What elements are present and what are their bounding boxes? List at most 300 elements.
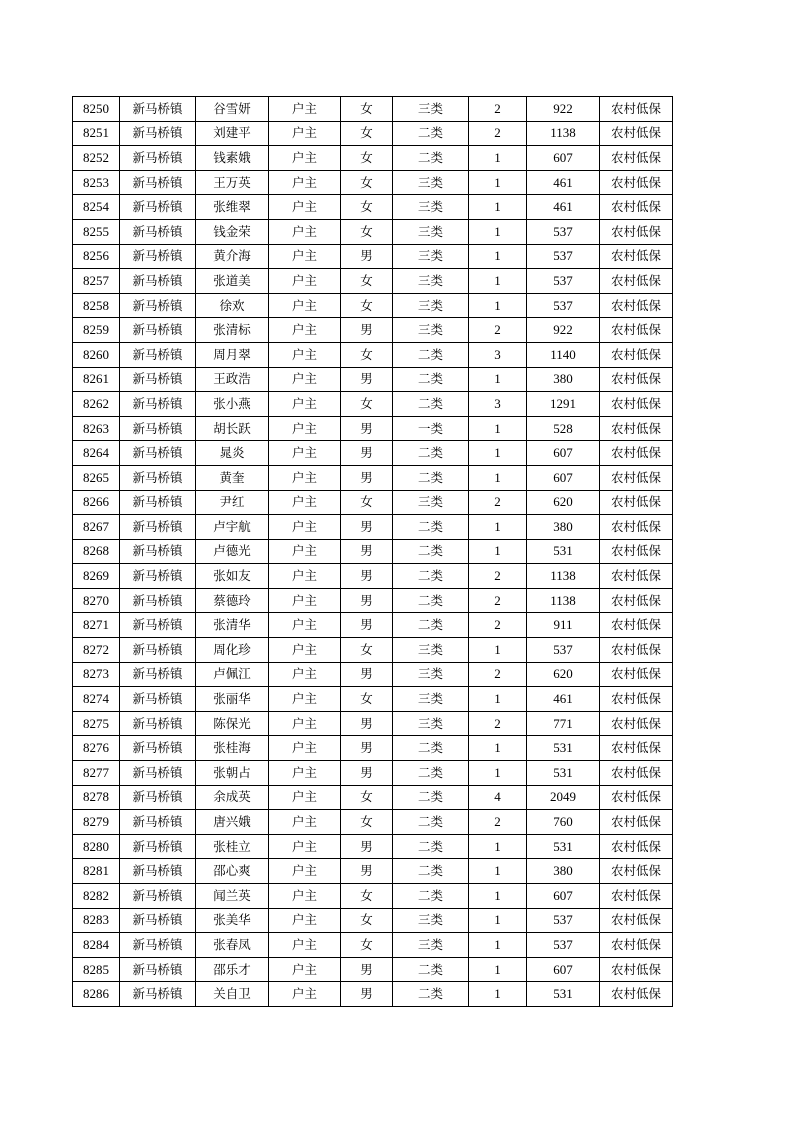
name-cell: 黄介海: [196, 244, 269, 269]
table-row: [73, 711, 673, 736]
amount-cell: 461: [527, 170, 600, 195]
amount-cell: 922: [527, 97, 600, 122]
relation-cell: 户主: [269, 269, 341, 294]
household-size-cell: 2: [469, 613, 527, 638]
amount-cell: 2049: [527, 785, 600, 810]
assistance-type-cell: 农村低保: [600, 810, 673, 835]
name-cell: 卢佩江: [196, 662, 269, 687]
town-cell: 新马桥镇: [120, 638, 196, 663]
household-size-cell: 1: [469, 834, 527, 859]
category-cell: 三类: [393, 687, 469, 712]
household-size-cell: 1: [469, 146, 527, 171]
table-row: [73, 933, 673, 958]
town-cell: 新马桥镇: [120, 761, 196, 786]
amount-cell: 607: [527, 884, 600, 909]
relation-cell: 户主: [269, 982, 341, 1007]
category-cell: 三类: [393, 638, 469, 663]
name-cell: 卢德光: [196, 539, 269, 564]
household-size-cell: 2: [469, 97, 527, 122]
gender-cell: 女: [341, 342, 393, 367]
relation-cell: 户主: [269, 392, 341, 417]
assistance-type-cell: 农村低保: [600, 269, 673, 294]
table-row: [73, 761, 673, 786]
assistance-type-cell: 农村低保: [600, 367, 673, 392]
assistance-type-cell: 农村低保: [600, 933, 673, 958]
assistance-type-cell: 农村低保: [600, 982, 673, 1007]
record-number-cell: 8286: [73, 982, 120, 1007]
town-cell: 新马桥镇: [120, 982, 196, 1007]
assistance-type-cell: 农村低保: [600, 318, 673, 343]
household-size-cell: 2: [469, 810, 527, 835]
record-number-cell: 8258: [73, 293, 120, 318]
relation-cell: 户主: [269, 761, 341, 786]
table-row: [73, 515, 673, 540]
amount-cell: 531: [527, 736, 600, 761]
amount-cell: 620: [527, 490, 600, 515]
relation-cell: 户主: [269, 884, 341, 909]
town-cell: 新马桥镇: [120, 392, 196, 417]
table-row: [73, 810, 673, 835]
name-cell: 陈保光: [196, 711, 269, 736]
household-size-cell: 1: [469, 761, 527, 786]
amount-cell: 531: [527, 539, 600, 564]
record-number-cell: 8260: [73, 342, 120, 367]
table-row: [73, 97, 673, 122]
category-cell: 二类: [393, 859, 469, 884]
name-cell: 钱金荣: [196, 219, 269, 244]
name-cell: 张桂立: [196, 834, 269, 859]
gender-cell: 女: [341, 170, 393, 195]
town-cell: 新马桥镇: [120, 97, 196, 122]
table-row: [73, 392, 673, 417]
household-size-cell: 2: [469, 490, 527, 515]
amount-cell: 1138: [527, 588, 600, 613]
relation-cell: 户主: [269, 957, 341, 982]
town-cell: 新马桥镇: [120, 318, 196, 343]
category-cell: 三类: [393, 490, 469, 515]
household-size-cell: 1: [469, 367, 527, 392]
household-size-cell: 1: [469, 884, 527, 909]
record-number-cell: 8274: [73, 687, 120, 712]
relation-cell: 户主: [269, 342, 341, 367]
assistance-type-cell: 农村低保: [600, 761, 673, 786]
category-cell: 二类: [393, 121, 469, 146]
name-cell: 蔡德玲: [196, 588, 269, 613]
amount-cell: 1138: [527, 564, 600, 589]
table-row: [73, 170, 673, 195]
gender-cell: 男: [341, 441, 393, 466]
name-cell: 余成英: [196, 785, 269, 810]
assistance-type-cell: 农村低保: [600, 170, 673, 195]
table-row: [73, 834, 673, 859]
amount-cell: 537: [527, 293, 600, 318]
amount-cell: 1291: [527, 392, 600, 417]
household-size-cell: 1: [469, 859, 527, 884]
record-number-cell: 8271: [73, 613, 120, 638]
table-row: [73, 982, 673, 1007]
category-cell: 二类: [393, 465, 469, 490]
gender-cell: 男: [341, 588, 393, 613]
assistance-type-cell: 农村低保: [600, 859, 673, 884]
household-size-cell: 1: [469, 219, 527, 244]
relation-cell: 户主: [269, 367, 341, 392]
household-size-cell: 1: [469, 736, 527, 761]
gender-cell: 女: [341, 97, 393, 122]
name-cell: 周月翠: [196, 342, 269, 367]
town-cell: 新马桥镇: [120, 908, 196, 933]
household-size-cell: 2: [469, 662, 527, 687]
record-number-cell: 8262: [73, 392, 120, 417]
category-cell: 三类: [393, 662, 469, 687]
name-cell: 王万英: [196, 170, 269, 195]
table-row: [73, 244, 673, 269]
amount-cell: 911: [527, 613, 600, 638]
relation-cell: 户主: [269, 146, 341, 171]
gender-cell: 男: [341, 982, 393, 1007]
gender-cell: 男: [341, 761, 393, 786]
assistance-type-cell: 农村低保: [600, 121, 673, 146]
name-cell: 张清标: [196, 318, 269, 343]
category-cell: 二类: [393, 982, 469, 1007]
category-cell: 一类: [393, 416, 469, 441]
table-row: [73, 293, 673, 318]
amount-cell: 760: [527, 810, 600, 835]
household-size-cell: 2: [469, 588, 527, 613]
household-size-cell: 2: [469, 711, 527, 736]
name-cell: 张小燕: [196, 392, 269, 417]
gender-cell: 女: [341, 392, 393, 417]
amount-cell: 607: [527, 441, 600, 466]
gender-cell: 女: [341, 785, 393, 810]
table-row: [73, 318, 673, 343]
category-cell: 二类: [393, 884, 469, 909]
table-row: [73, 957, 673, 982]
household-size-cell: 1: [469, 441, 527, 466]
assistance-type-cell: 农村低保: [600, 884, 673, 909]
relation-cell: 户主: [269, 834, 341, 859]
relation-cell: 户主: [269, 219, 341, 244]
town-cell: 新马桥镇: [120, 490, 196, 515]
record-number-cell: 8252: [73, 146, 120, 171]
assistance-type-cell: 农村低保: [600, 662, 673, 687]
record-number-cell: 8256: [73, 244, 120, 269]
amount-cell: 537: [527, 908, 600, 933]
record-number-cell: 8255: [73, 219, 120, 244]
record-number-cell: 8266: [73, 490, 120, 515]
relation-cell: 户主: [269, 564, 341, 589]
name-cell: 邵心爽: [196, 859, 269, 884]
relation-cell: 户主: [269, 515, 341, 540]
amount-cell: 537: [527, 269, 600, 294]
table-row: [73, 613, 673, 638]
table-row: [73, 588, 673, 613]
record-number-cell: 8273: [73, 662, 120, 687]
gender-cell: 男: [341, 318, 393, 343]
table-row: [73, 662, 673, 687]
town-cell: 新马桥镇: [120, 564, 196, 589]
amount-cell: 537: [527, 244, 600, 269]
household-size-cell: 1: [469, 957, 527, 982]
relation-cell: 户主: [269, 908, 341, 933]
assistance-type-cell: 农村低保: [600, 416, 673, 441]
relation-cell: 户主: [269, 318, 341, 343]
amount-cell: 1140: [527, 342, 600, 367]
category-cell: 三类: [393, 97, 469, 122]
relation-cell: 户主: [269, 588, 341, 613]
category-cell: 二类: [393, 613, 469, 638]
relation-cell: 户主: [269, 441, 341, 466]
name-cell: 尹红: [196, 490, 269, 515]
table-row: [73, 219, 673, 244]
name-cell: 张美华: [196, 908, 269, 933]
household-size-cell: 1: [469, 269, 527, 294]
record-number-cell: 8268: [73, 539, 120, 564]
relation-cell: 户主: [269, 711, 341, 736]
amount-cell: 620: [527, 662, 600, 687]
category-cell: 二类: [393, 761, 469, 786]
amount-cell: 531: [527, 834, 600, 859]
gender-cell: 男: [341, 416, 393, 441]
assistance-type-cell: 农村低保: [600, 834, 673, 859]
town-cell: 新马桥镇: [120, 662, 196, 687]
category-cell: 三类: [393, 293, 469, 318]
town-cell: 新马桥镇: [120, 465, 196, 490]
amount-cell: 531: [527, 982, 600, 1007]
relation-cell: 户主: [269, 785, 341, 810]
gender-cell: 女: [341, 269, 393, 294]
town-cell: 新马桥镇: [120, 736, 196, 761]
relation-cell: 户主: [269, 97, 341, 122]
town-cell: 新马桥镇: [120, 884, 196, 909]
table-row: [73, 736, 673, 761]
record-number-cell: 8257: [73, 269, 120, 294]
gender-cell: 男: [341, 834, 393, 859]
name-cell: 胡长跃: [196, 416, 269, 441]
town-cell: 新马桥镇: [120, 219, 196, 244]
name-cell: 张春凤: [196, 933, 269, 958]
category-cell: 二类: [393, 834, 469, 859]
category-cell: 三类: [393, 933, 469, 958]
town-cell: 新马桥镇: [120, 146, 196, 171]
assistance-type-cell: 农村低保: [600, 465, 673, 490]
relation-cell: 户主: [269, 810, 341, 835]
gender-cell: 男: [341, 711, 393, 736]
gender-cell: 男: [341, 736, 393, 761]
town-cell: 新马桥镇: [120, 810, 196, 835]
gender-cell: 女: [341, 933, 393, 958]
category-cell: 二类: [393, 588, 469, 613]
assistance-type-cell: 农村低保: [600, 785, 673, 810]
gender-cell: 男: [341, 244, 393, 269]
relation-cell: 户主: [269, 687, 341, 712]
table-row: [73, 785, 673, 810]
gender-cell: 女: [341, 908, 393, 933]
name-cell: 张丽华: [196, 687, 269, 712]
household-size-cell: 1: [469, 687, 527, 712]
town-cell: 新马桥镇: [120, 244, 196, 269]
record-number-cell: 8284: [73, 933, 120, 958]
category-cell: 三类: [393, 244, 469, 269]
name-cell: 张如友: [196, 564, 269, 589]
record-number-cell: 8267: [73, 515, 120, 540]
town-cell: 新马桥镇: [120, 785, 196, 810]
table-row: [73, 859, 673, 884]
gender-cell: 女: [341, 884, 393, 909]
record-number-cell: 8270: [73, 588, 120, 613]
town-cell: 新马桥镇: [120, 687, 196, 712]
table-body: [73, 97, 673, 1007]
town-cell: 新马桥镇: [120, 121, 196, 146]
town-cell: 新马桥镇: [120, 539, 196, 564]
category-cell: 二类: [393, 810, 469, 835]
gender-cell: 女: [341, 293, 393, 318]
household-size-cell: 2: [469, 564, 527, 589]
record-number-cell: 8279: [73, 810, 120, 835]
category-cell: 二类: [393, 957, 469, 982]
assistance-type-cell: 农村低保: [600, 564, 673, 589]
record-number-cell: 8259: [73, 318, 120, 343]
relation-cell: 户主: [269, 638, 341, 663]
category-cell: 三类: [393, 318, 469, 343]
record-number-cell: 8283: [73, 908, 120, 933]
gender-cell: 男: [341, 539, 393, 564]
amount-cell: 380: [527, 367, 600, 392]
gender-cell: 女: [341, 687, 393, 712]
relation-cell: 户主: [269, 859, 341, 884]
relation-cell: 户主: [269, 195, 341, 220]
town-cell: 新马桥镇: [120, 515, 196, 540]
amount-cell: 607: [527, 146, 600, 171]
relation-cell: 户主: [269, 613, 341, 638]
category-cell: 二类: [393, 392, 469, 417]
town-cell: 新马桥镇: [120, 933, 196, 958]
relief-roster-table: [72, 96, 673, 1007]
household-size-cell: 1: [469, 416, 527, 441]
amount-cell: 380: [527, 859, 600, 884]
town-cell: 新马桥镇: [120, 711, 196, 736]
relation-cell: 户主: [269, 539, 341, 564]
record-number-cell: 8263: [73, 416, 120, 441]
relation-cell: 户主: [269, 121, 341, 146]
town-cell: 新马桥镇: [120, 613, 196, 638]
gender-cell: 女: [341, 638, 393, 663]
name-cell: 张道美: [196, 269, 269, 294]
name-cell: 唐兴娥: [196, 810, 269, 835]
town-cell: 新马桥镇: [120, 416, 196, 441]
assistance-type-cell: 农村低保: [600, 146, 673, 171]
name-cell: 张朝占: [196, 761, 269, 786]
name-cell: 黄奎: [196, 465, 269, 490]
table-row: [73, 441, 673, 466]
category-cell: 三类: [393, 170, 469, 195]
assistance-type-cell: 农村低保: [600, 490, 673, 515]
category-cell: 二类: [393, 146, 469, 171]
record-number-cell: 8265: [73, 465, 120, 490]
record-number-cell: 8277: [73, 761, 120, 786]
assistance-type-cell: 农村低保: [600, 711, 673, 736]
assistance-type-cell: 农村低保: [600, 613, 673, 638]
household-size-cell: 1: [469, 170, 527, 195]
table-row: [73, 367, 673, 392]
category-cell: 三类: [393, 908, 469, 933]
table-row: [73, 121, 673, 146]
name-cell: 卢宇航: [196, 515, 269, 540]
household-size-cell: 1: [469, 908, 527, 933]
amount-cell: 461: [527, 195, 600, 220]
relation-cell: 户主: [269, 244, 341, 269]
name-cell: 钱素娥: [196, 146, 269, 171]
table-row: [73, 195, 673, 220]
record-number-cell: 8278: [73, 785, 120, 810]
category-cell: 二类: [393, 564, 469, 589]
table-row: [73, 342, 673, 367]
amount-cell: 537: [527, 219, 600, 244]
table-row: [73, 884, 673, 909]
assistance-type-cell: 农村低保: [600, 392, 673, 417]
record-number-cell: 8275: [73, 711, 120, 736]
category-cell: 二类: [393, 539, 469, 564]
town-cell: 新马桥镇: [120, 195, 196, 220]
record-number-cell: 8280: [73, 834, 120, 859]
assistance-type-cell: 农村低保: [600, 687, 673, 712]
name-cell: 关自卫: [196, 982, 269, 1007]
relation-cell: 户主: [269, 465, 341, 490]
relation-cell: 户主: [269, 490, 341, 515]
amount-cell: 461: [527, 687, 600, 712]
category-cell: 三类: [393, 219, 469, 244]
record-number-cell: 8272: [73, 638, 120, 663]
record-number-cell: 8276: [73, 736, 120, 761]
gender-cell: 女: [341, 146, 393, 171]
household-size-cell: 4: [469, 785, 527, 810]
name-cell: 周化珍: [196, 638, 269, 663]
gender-cell: 女: [341, 810, 393, 835]
assistance-type-cell: 农村低保: [600, 293, 673, 318]
household-size-cell: 1: [469, 195, 527, 220]
name-cell: 徐欢: [196, 293, 269, 318]
gender-cell: 女: [341, 195, 393, 220]
relation-cell: 户主: [269, 293, 341, 318]
assistance-type-cell: 农村低保: [600, 244, 673, 269]
category-cell: 三类: [393, 711, 469, 736]
record-number-cell: 8281: [73, 859, 120, 884]
category-cell: 三类: [393, 269, 469, 294]
gender-cell: 男: [341, 613, 393, 638]
assistance-type-cell: 农村低保: [600, 539, 673, 564]
name-cell: 张维翠: [196, 195, 269, 220]
name-cell: 王政浩: [196, 367, 269, 392]
table-row: [73, 638, 673, 663]
assistance-type-cell: 农村低保: [600, 736, 673, 761]
town-cell: 新马桥镇: [120, 957, 196, 982]
household-size-cell: 1: [469, 933, 527, 958]
table-row: [73, 564, 673, 589]
town-cell: 新马桥镇: [120, 170, 196, 195]
category-cell: 二类: [393, 736, 469, 761]
household-size-cell: 1: [469, 638, 527, 663]
category-cell: 二类: [393, 342, 469, 367]
town-cell: 新马桥镇: [120, 588, 196, 613]
name-cell: 邵乐才: [196, 957, 269, 982]
amount-cell: 922: [527, 318, 600, 343]
gender-cell: 男: [341, 465, 393, 490]
gender-cell: 女: [341, 121, 393, 146]
household-size-cell: 1: [469, 465, 527, 490]
table-row: [73, 908, 673, 933]
table-row: [73, 490, 673, 515]
table-row: [73, 146, 673, 171]
name-cell: 闻兰英: [196, 884, 269, 909]
